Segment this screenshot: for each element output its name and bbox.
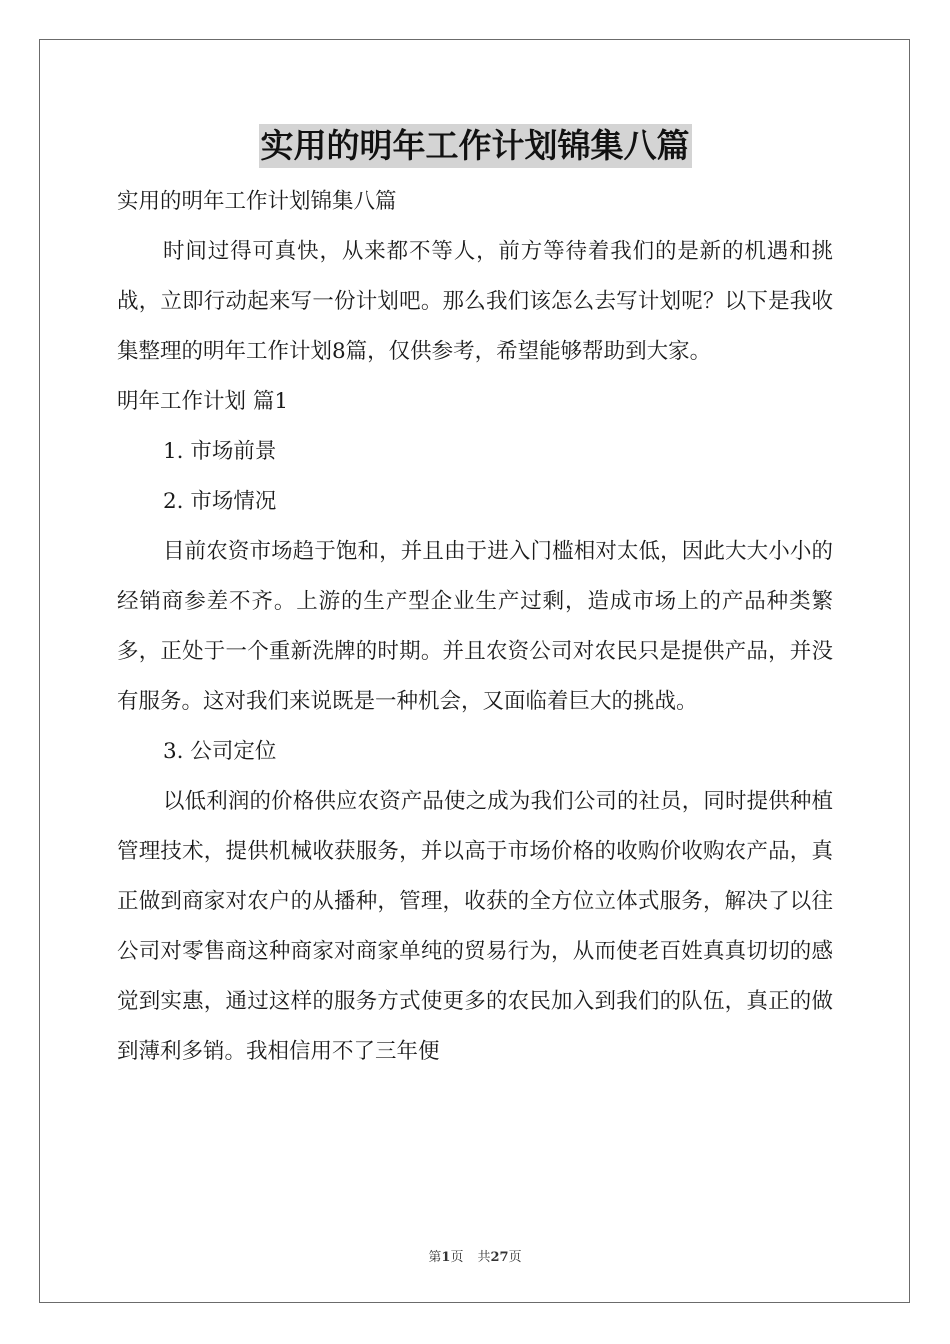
section-heading: 明年工作计划 篇1: [117, 389, 289, 414]
intro-paragraph: 时间过得可真快，从来都不等人，前方等待着我们的是新的机遇和挑战，立即行动起来写一份计划吧。那么我们该怎么去写计划呢？以下是我收集整理的明年工作计划8篇，仅供参考，希望能够帮助到大家。: [117, 239, 833, 364]
list-item-market-situation: 2. 市场情况: [163, 489, 277, 514]
total-suffix: 页: [508, 1250, 522, 1265]
total-prefix: 共: [477, 1250, 491, 1265]
page-prefix: 第: [428, 1250, 442, 1265]
document-subtitle: 实用的明年工作计划锦集八篇: [117, 189, 397, 214]
list-item-company-positioning: 3. 公司定位: [163, 739, 277, 764]
page-footer: [0, 1246, 950, 1265]
page-current-number: 1: [441, 1250, 451, 1265]
list-item-market-outlook: 1. 市场前景: [163, 439, 277, 464]
title-wrap: [0, 124, 950, 168]
page-total-number: 27: [490, 1250, 509, 1265]
document-body: [117, 177, 833, 1077]
positioning-paragraph: 以低利润的价格供应农资产品使之成为我们公司的社员，同时提供种植管理技术，提供机械收获服务，并以高于市场价格的收购价收购农产品，真正做到商家对农户的从播种，管理，收获的全方位立体式服务，解决了以往公司对零售商这种商家对商家单纯的贸易行为，从而使老百姓真真切切的感觉到实惠，通过这样的服务方式使更多的农民加入到我们的队伍，真正的做到薄利多销。我相信用不了三年便: [117, 789, 833, 1064]
document-title: 实用的明年工作计划锦集八篇: [259, 124, 692, 168]
page-mid: 页: [450, 1250, 464, 1265]
market-paragraph: 目前农资市场趋于饱和，并且由于进入门槛相对太低，因此大大小小的经销商参差不齐。上游的生产型企业生产过剩，造成市场上的产品种类繁多，正处于一个重新洗牌的时期。并且农资公司对农民只是提供产品，并没有服务。这对我们来说既是一种机会，又面临着巨大的挑战。: [117, 539, 833, 714]
